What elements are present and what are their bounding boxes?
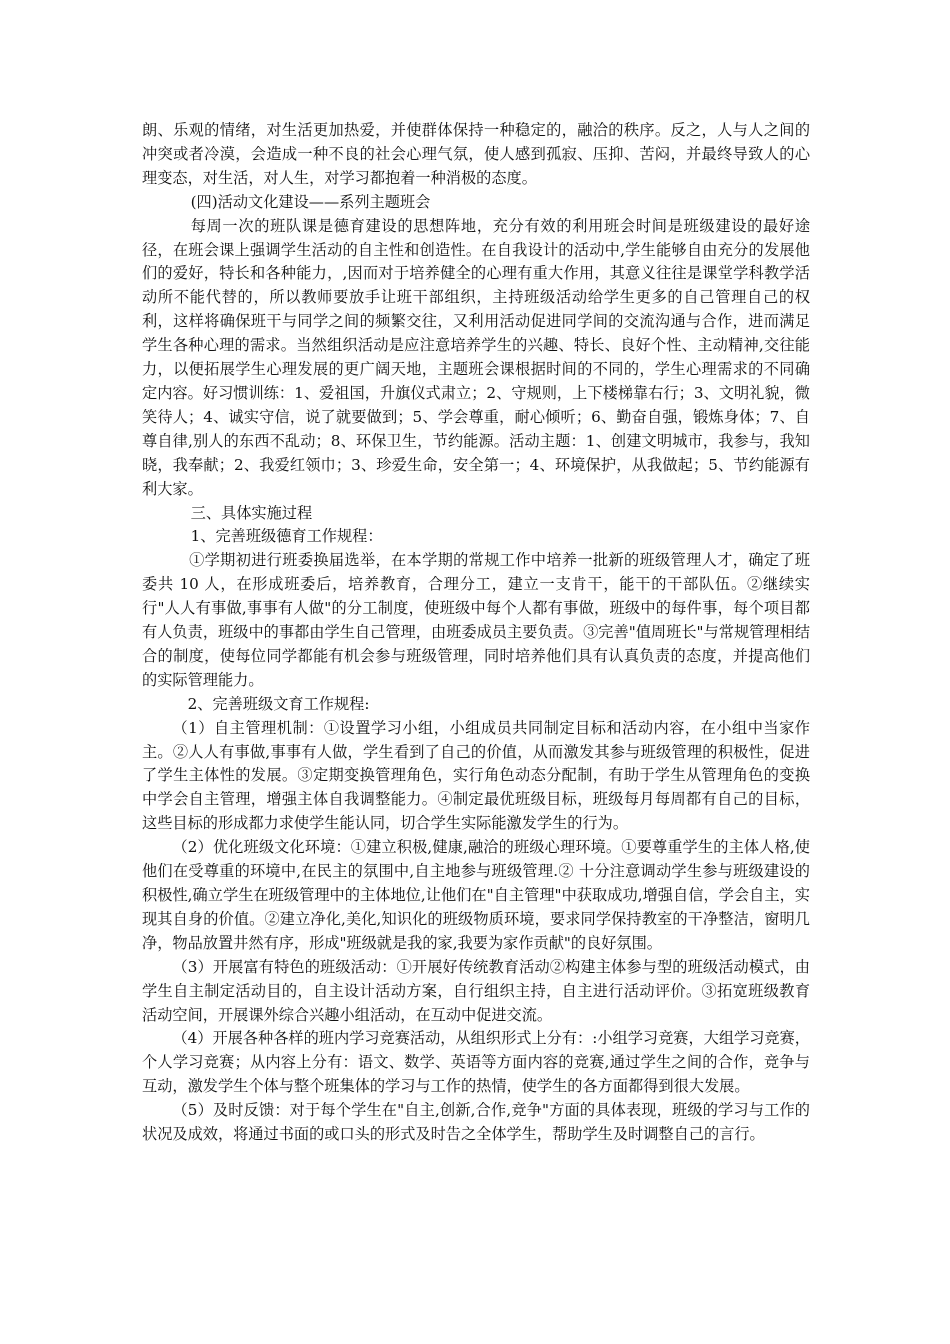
paragraph-class-committee: ①学期初进行班委换届选举，在本学期的常规工作中培养一批新的班级管理人才，确定了班委共 10 人，在形成班委后，培养教育，合理分工，建立一支肯干，能干的干部队伍。②继续实行"人人有事做,事事有人做"的分工制度，使班级中每个人都有事做，班级中的每件事，每个项目都有人负责，班级中的事都由学生自己管理，由班委成员主要负责。③完善"值周班长"与常规管理相结合的制度，使每位同学都能有机会参与班级管理，同时培养他们具有认真负责的态度，并提高他们的实际管理能力。 [142,551,810,689]
paragraph-self-management: （1）自主管理机制：①设置学习小组，小组成员共同制定目标和活动内容，在小组中当家作主。②人人有事做,事事有人做，学生看到了自己的价值，从而激发其参与班级管理的积极性，促进了学生主体性的发展。③定期变换管理角色，实行角色动态分配制，有助于学生从管理角色的变换中学会自主管理，增强主体自我调整能力。④制定最优班级目标，班级每月每周都有自己的目标，这些目标的形成都力求使学生能认同，切合学生实际能激发学生的行为。 [142,718,810,833]
paragraph-class-activities: （3）开展富有特色的班级活动：①开展好传统教育活动②构建主体参与型的班级活动模式，由学生自主制定活动目的，自主设计活动方案，自行组织主持，自主进行活动评价。③拓宽班级教育活动空间，开展课外综合兴趣小组活动，在互动中促进交流。 [142,957,810,1024]
paragraph-class-meeting: 每周一次的班队课是德育建设的思想阵地，充分有效的利用班会时间是班级建设的最好途径，在班会课上强调学生活动的自主性和创造性。在自我设计的活动中,学生能够自由充分的发展他们的爱好，特长和各种能力，,因而对于培养健全的心理有重大作用，其意义往往是课堂学科教学活动所不能代替的，所以教师要放手让班干部组织，主持班级活动给学生更多的自己管理自己的权利，这样将确保班干与同学之间的频繁交往，又利用活动促进同学间的交流沟通与合作，进而满足学生各种心理的需求。当然组织活动是应注意培养学生的兴趣、特长、良好个性、主动精神,交往能力，以便拓展学生心理发展的更广阔天地，主题班会课根据时间的不同的，学生心理需求的不同确定内容。好习惯训练：1、爱祖国，升旗仪式肃立；2、守规则，上下楼梯靠右行；3、文明礼貌，微笑待人；4、诚实守信，说了就要做到；5、学会尊重，耐心倾听；6、勤奋自强，锻炼身体；7、自尊自律,别人的东西不乱动；8、环保卫生，节约能源。活动主题：1、创建文明城市，我参与，我知晓，我奉献；2、我爱红领巾；3、珍爱生命，安全第一；4、环境保护，从我做起；5、节约能源有利大家。 [142,216,810,498]
subheading-culture-education: 2、完善班级文育工作规程: [187,694,370,713]
subheading-moral-education: 1、完善班级德育工作规程： [190,527,383,546]
section-heading-activity-culture: (四)活动文化建设——系列主题班会 [190,192,431,211]
paragraph-class-environment: （2）优化班级文化环境：①建立积极,健康,融洽的班级心理环境。①要尊重学生的主体人格,使他们在受尊重的环境中,在民主的氛围中,自主地参与班级管理.② 十分注意调动学生参与班级建设的积极性,确立学生在班级管理中的主体地位,让他们在"自主管理"中获取成功,增强自信，学会自主，实现其自身的价值。②建立净化,美化,知识化的班级物质环境，要求同学保持教室的干净整洁，窗明几净，物品放置井然有序，形成"班级就是我的家,我要为家作贡献"的良好氛围。 [142,838,810,952]
document-body [142,119,810,1147]
paragraph-continuation: 朗、乐观的情绪，对生活更加热爱，并使群体保持一种稳定的，融洽的秩序。反之，人与人之间的冲突或者冷漠，会造成一种不良的社会心理气氛，使人感到孤寂、压抑、苦闷，并最终导致人的心理变态，对生活，对人生，对学习都抱着一种消极的态度。 [142,121,810,187]
section-heading-implementation: 三、具体实施过程 [190,503,313,522]
paragraph-study-competition: （4）开展各种各样的班内学习竞赛活动，从组织形式上分有：:小组学习竞赛，大组学习竞赛，个人学习竞赛；从内容上分有：语文、数学、英语等方面内容的竞赛,通过学生之间的合作，竞争与互动，激发学生个体与整个班集体的学习与工作的热情，使学生的各方面都得到很大发展。 [142,1029,810,1096]
paragraph-timely-feedback: （5）及时反馈：对于每个学生在"自主,创新,合作,竞争"方面的具体表现，班级的学习与工作的状况及成效，将通过书面的或口头的形式及时告之全体学生，帮助学生及时调整自己的言行。 [142,1101,810,1144]
